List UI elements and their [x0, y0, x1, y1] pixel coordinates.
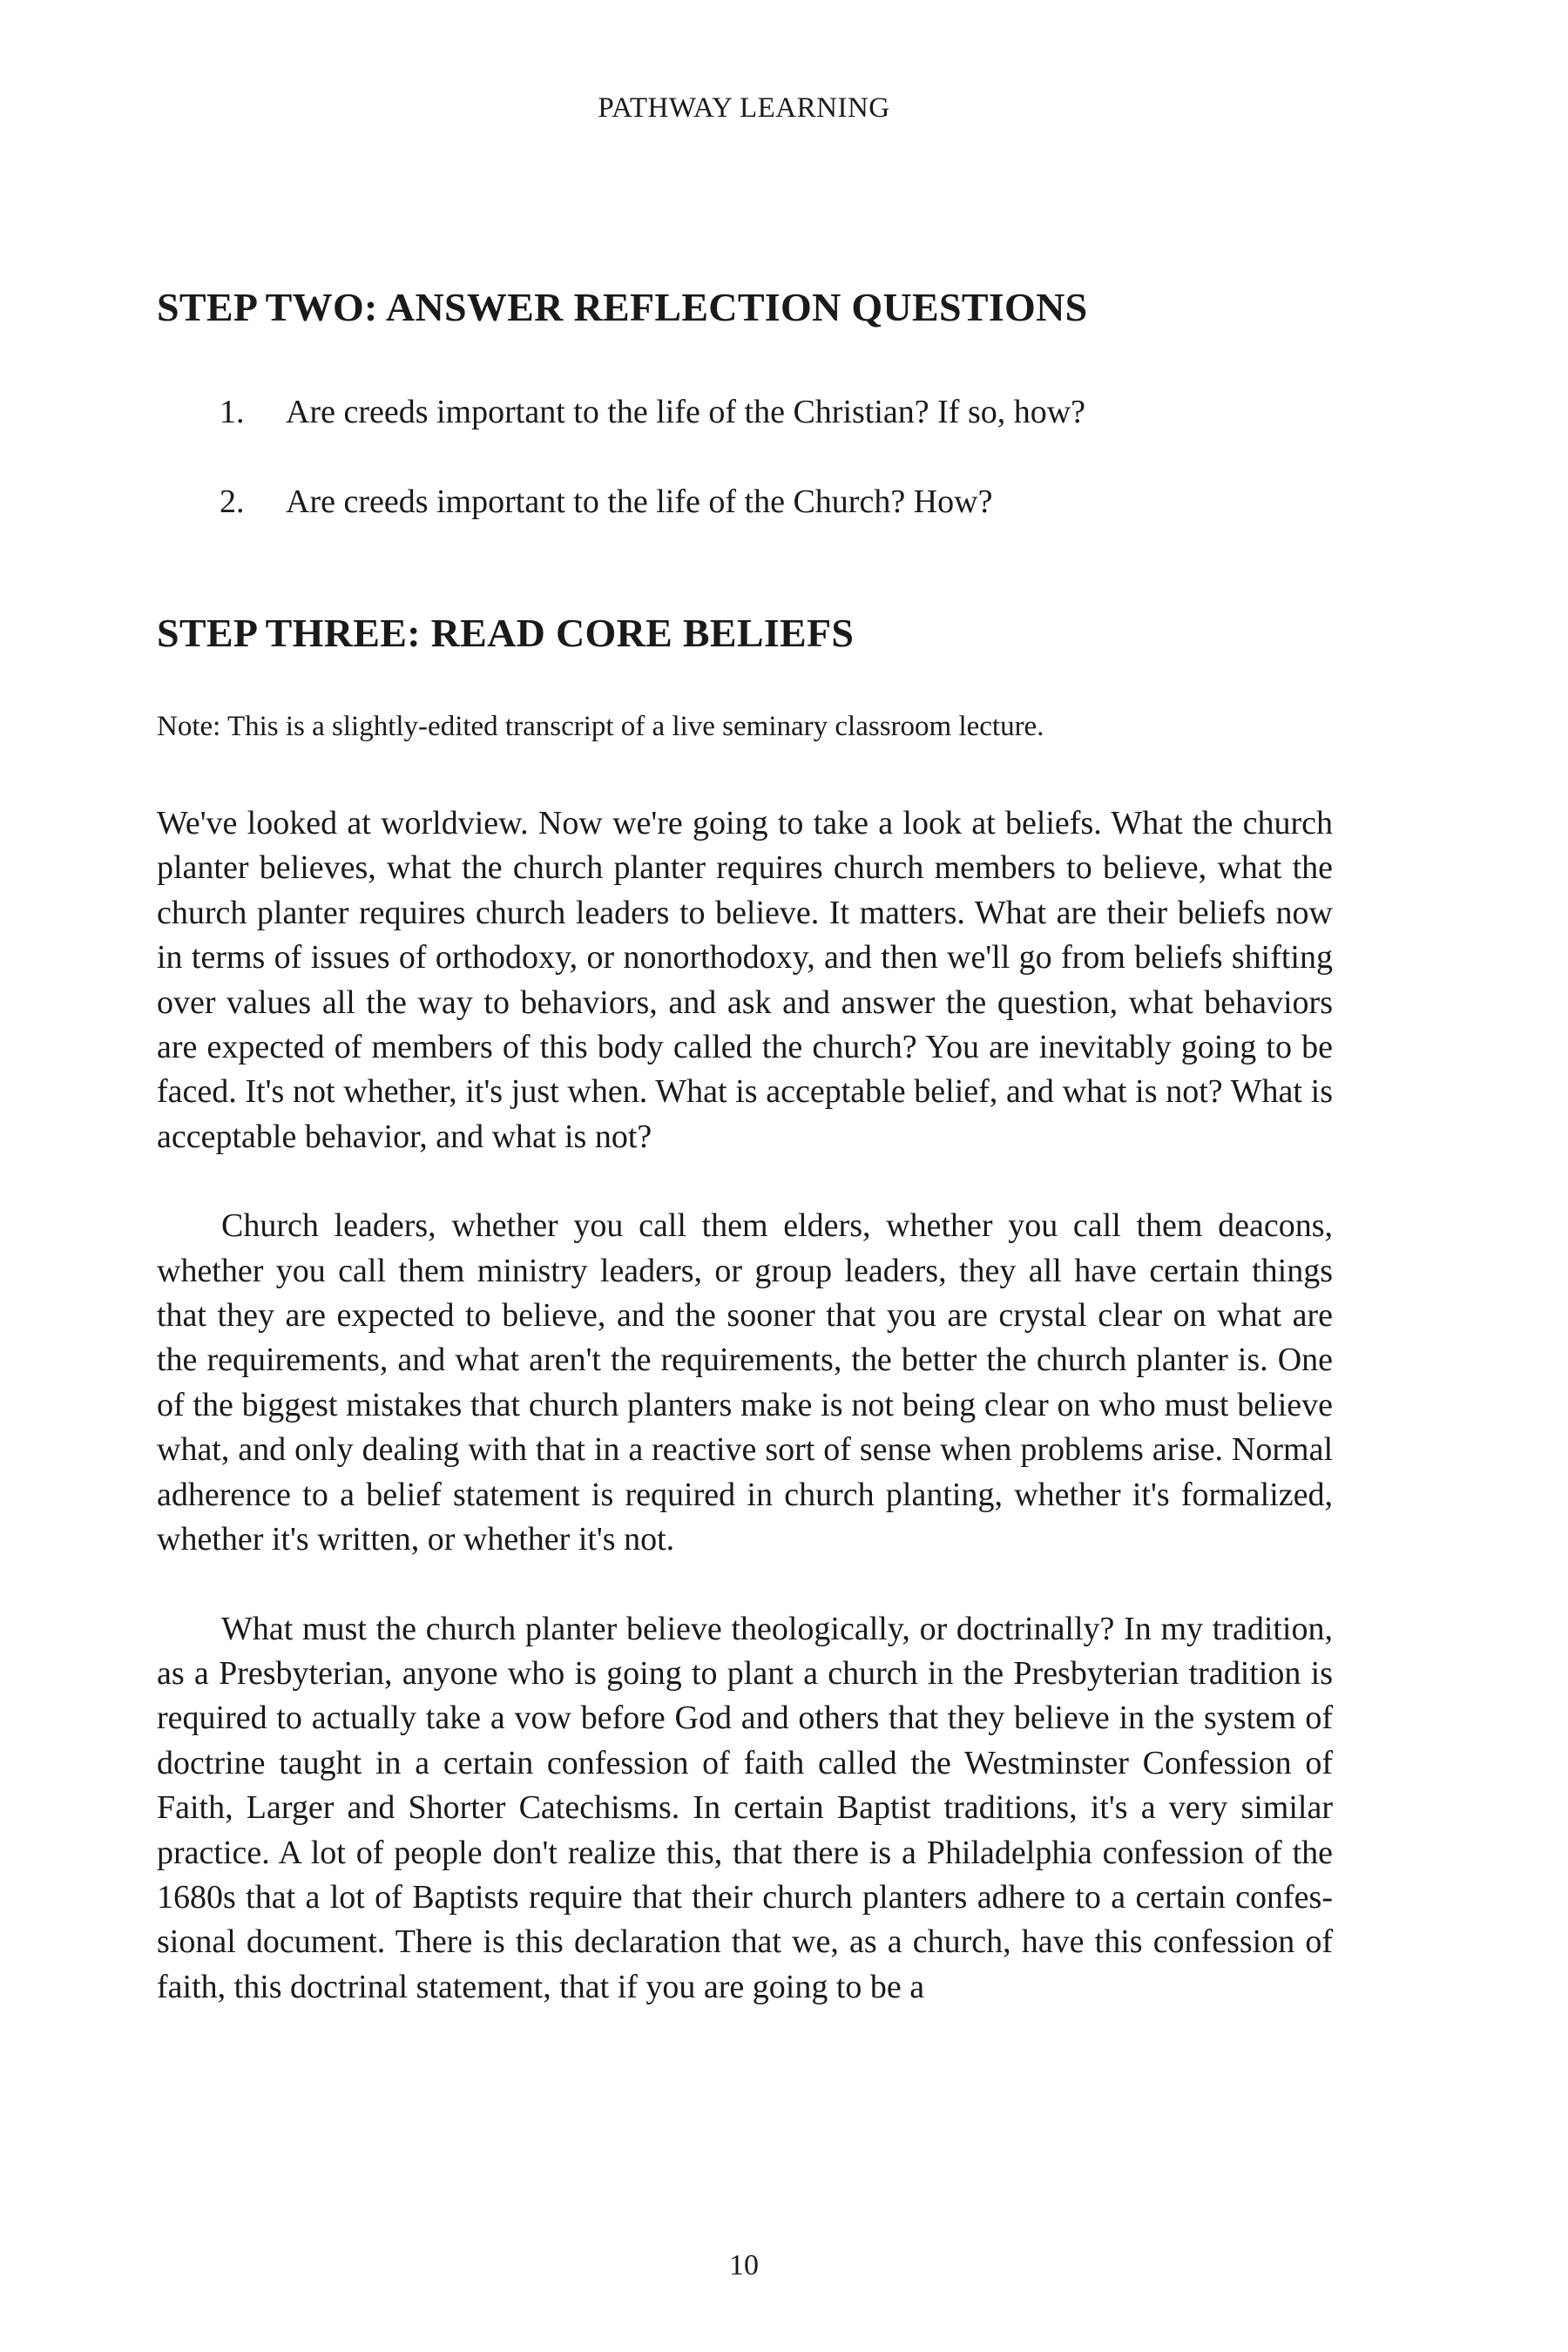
running-header: PATHWAY LEARNING [598, 92, 890, 124]
body-paragraph: What must the church planter believe theologically, or doctrinally? In my tradition, as a Presbyterian, anyone who is going to plant a church in the Presbyterian tradition is required to actually take a vow before God and others that they believe in the system of doctrine taught in a certain confession of faith called the Westminster Confession of Faith, Larger and Shorter Catechisms. In certain Baptist traditions, it's a very similar practice. A lot of people don't realize this, that there is a Philadelphia confession of the 1680s that a lot of Baptists require that their church planters adhere to a certain confessional document. There is this declaration that we, as a church, have this confession of faith, this doctrinal statement, that if you are going to be a [157, 1610, 1333, 2005]
list-item [157, 480, 1350, 524]
question-text: Are creeds important to the life of the Church? How? [286, 483, 993, 520]
lecture-transcript [157, 801, 1333, 2054]
question-number: 2. [220, 483, 245, 520]
step-three-heading: STEP THREE: READ CORE BELIEFS [157, 611, 855, 655]
question-number: 1. [220, 394, 245, 430]
body-paragraph: Church leaders, whether you call them elders, whether you call them deacons, whether you call them ministry leaders, or group leaders, they all have certain things that they are expected to believe, and the sooner that you are crystal clear on what are the requirements, and what aren't the requirements, the better the church planter is. One of the biggest mistakes that church planters make is not being clear on who must believe what, and only dealing with that in a reactive sort of sense when problems arise. Normal adherence to a belief statement is required in church planting, whether it's formalized, whether it's written, or whether it's not. [157, 1207, 1333, 1558]
step-two-heading: STEP TWO: ANSWER REFLECTION QUESTIONS [157, 285, 1088, 329]
reflection-questions-list [157, 390, 1350, 570]
page-number: 10 [729, 2249, 759, 2281]
list-item [157, 390, 1350, 434]
transcript-note: Note: This is a slightly-edited transcript of a live seminary classroom lecture. [157, 711, 1044, 742]
body-paragraph: We've looked at worldview. Now we're going to take a look at beliefs. What the church planter believes, what the church planter requires church members to believe, what the church planter requires church leaders to believe. It matters. What are their beliefs now in terms of issues of orthodoxy, or nonorthodoxy, and then we'll go from beliefs shifting over values all the way to behaviors, and ask and answer the question, what behaviors are expected of members of this body called the church? You are inevitably going to be faced. It's not whether, it's just when. What is acceptable belief, and what is not? What is acceptable behavior, and what is not? [157, 805, 1333, 1155]
question-text: Are creeds important to the life of the Christian? If so, how? [286, 394, 1086, 430]
